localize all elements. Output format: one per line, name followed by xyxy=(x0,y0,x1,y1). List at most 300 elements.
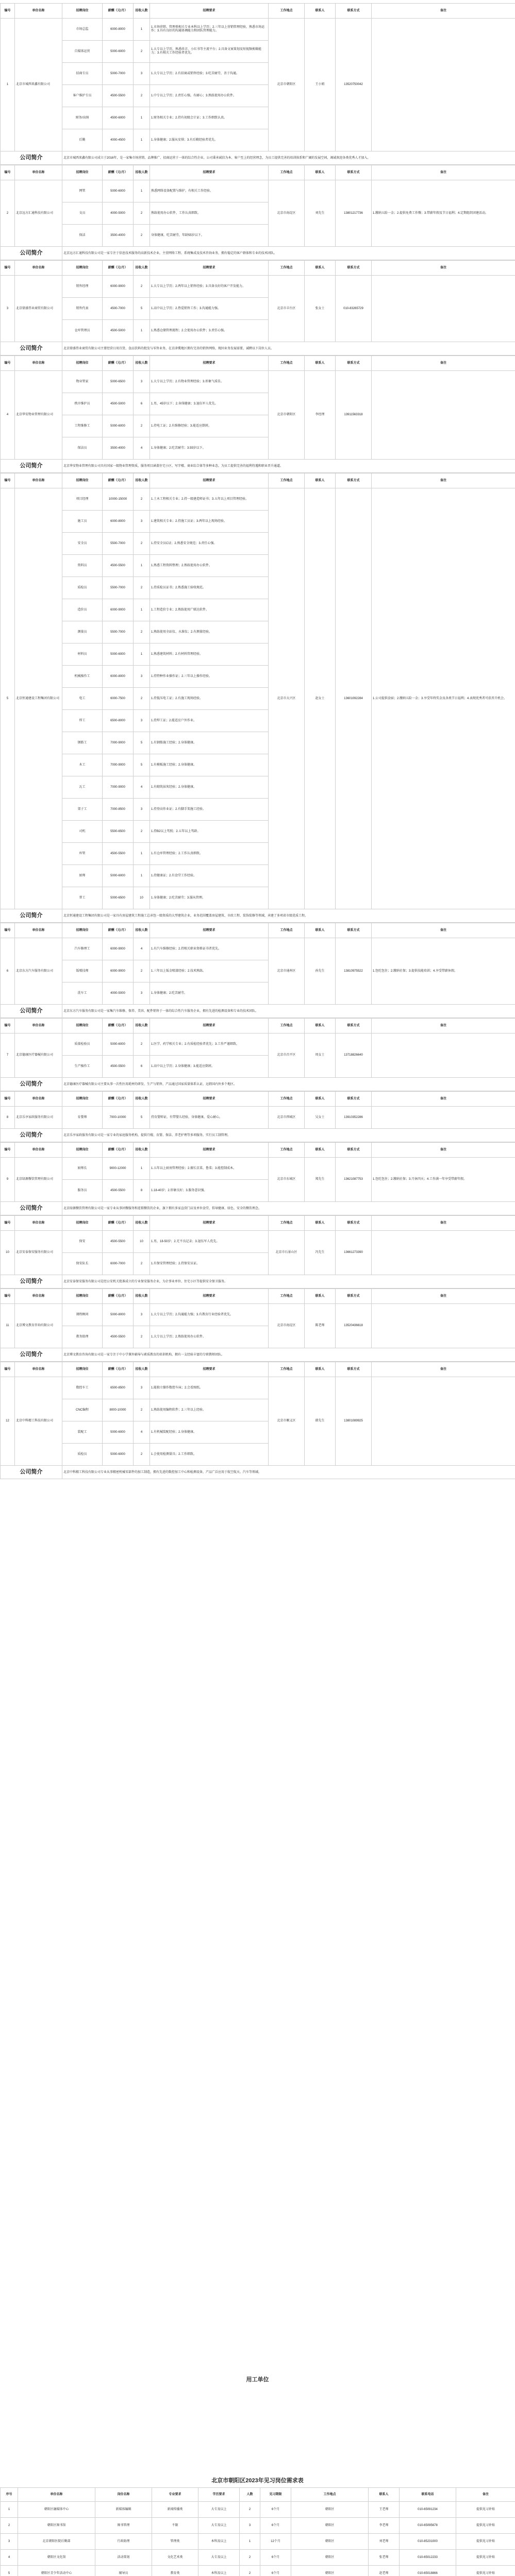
job-salary: 5000-6000 xyxy=(103,865,134,887)
company-table xyxy=(0,355,515,473)
intro-row xyxy=(1,247,515,260)
job-count: 1 xyxy=(134,555,150,577)
job-title: 普工 xyxy=(62,887,103,909)
job-title: 工程维修工 xyxy=(62,415,103,437)
job-salary: 5000-6000 xyxy=(103,180,134,202)
header-place: 工作地点 xyxy=(269,923,305,938)
work-place: 北京市大兴区 xyxy=(269,488,305,909)
job-salary: 6000-8000 xyxy=(103,511,134,533)
company-intro: 北京华安物业管理有限公司具有国家一级物业管理资质，服务项目涵盖住宅小区、写字楼、商业综合体等多种业态，为员工提供完善的福利待遇和职业晋升通道。 xyxy=(62,460,515,473)
header-place: 工作地点 xyxy=(269,1019,305,1033)
header-contact: 联系人 xyxy=(305,4,336,19)
job-requirements: 身体健康，吃苦耐劳，年龄55岁以下。 xyxy=(150,225,269,247)
job-salary: 4000-5000 xyxy=(103,202,134,225)
remark xyxy=(372,1231,515,1275)
company-intro: 北京恒通建设工程集团有限公司是一家具有房屋建筑工程施工总承包一级资质的大型建筑企业，业务范围覆盖房屋建筑、市政工程、装饰装修等领域，承建了多项省市级优质工程。 xyxy=(62,909,515,923)
internship-cell: 提供见习补贴 xyxy=(456,2550,515,2566)
header-place: 工作地点 xyxy=(269,4,305,19)
header-place: 工作地点 xyxy=(269,165,305,180)
job-requirements: 1.五年以上厨房管理经验；2.擅长京菜、鲁菜；3.能控制成本。 xyxy=(150,1158,269,1180)
job-requirements: 1.熟练使用编程软件；2.三年以上经验。 xyxy=(150,1399,269,1421)
job-count: 3 xyxy=(134,1377,150,1399)
contact-person: 张女士 xyxy=(305,276,336,342)
job-title: 库管 xyxy=(62,843,103,865)
intro-label: 公司简介 xyxy=(1,1348,62,1362)
remark xyxy=(372,371,515,460)
header-no: 编号 xyxy=(1,261,15,276)
internship-cell: 2 xyxy=(1,2518,18,2534)
header-count: 招收人数 xyxy=(134,1092,150,1107)
contact-person: 冯先生 xyxy=(305,1231,336,1275)
internship-cell: 朝阳区融媒体中心 xyxy=(18,2502,95,2518)
header-row xyxy=(1,4,515,19)
job-salary: 6000-9000 xyxy=(103,599,134,621)
header-company: 单位名称 xyxy=(15,1092,62,1107)
company-number: 3 xyxy=(1,276,15,342)
job-requirements: 1.男，45岁以下；2.身体健康；3.退伍军人优先。 xyxy=(150,393,269,415)
company-name: 北京远方汇通科技有限公司 xyxy=(15,180,62,247)
contact-phone: 010-83265729 xyxy=(336,276,372,342)
header-count: 招收人数 xyxy=(134,4,150,19)
table-row xyxy=(1,1231,515,1253)
job-salary: 5000-6000 xyxy=(103,1421,134,1444)
header-requirements: 招聘要求 xyxy=(150,1216,269,1231)
job-requirements: 1.持低压电工证；2.有施工现场经验。 xyxy=(150,688,269,710)
internship-cell: 行政助理 xyxy=(95,2534,152,2550)
job-requirements: 1.持健康证；2.有食堂工作经验。 xyxy=(150,865,269,887)
job-salary: 5000-8000 xyxy=(103,1304,134,1326)
header-company: 单位名称 xyxy=(15,1019,62,1033)
header-remark: 备注 xyxy=(372,356,515,371)
header-no: 编号 xyxy=(1,1216,15,1231)
internship-header-cell: 联系电话 xyxy=(400,2488,456,2502)
job-salary: 7000-10000 xyxy=(103,1107,134,1129)
header-company: 单位名称 xyxy=(15,1362,62,1377)
header-no: 编号 xyxy=(1,1143,15,1158)
job-salary: 5500-7000 xyxy=(103,577,134,599)
job-count: 2 xyxy=(134,41,150,63)
job-count: 1 xyxy=(134,180,150,202)
header-no: 编号 xyxy=(1,356,15,371)
header-count: 招收人数 xyxy=(134,923,150,938)
job-title: 生产操作工 xyxy=(62,1056,103,1078)
job-count: 2 xyxy=(134,577,150,599)
internship-cell: 1 xyxy=(1,2502,18,2518)
company-name: 北京市城西来鑫有限公司 xyxy=(15,19,62,151)
job-title: 厨师 xyxy=(62,865,103,887)
header-salary: 薪酬（元/月） xyxy=(103,473,134,488)
internship-cell: 新媒体编辑 xyxy=(95,2502,152,2518)
header-position: 招聘岗位 xyxy=(62,1143,103,1158)
job-count: 1 xyxy=(134,643,150,666)
header-remark: 备注 xyxy=(372,1019,515,1033)
job-title: 材料员 xyxy=(62,643,103,666)
internship-cell: 李老师 xyxy=(369,2518,400,2534)
header-position: 招聘岗位 xyxy=(62,4,103,19)
job-title: 育婴师 xyxy=(62,1107,103,1129)
job-requirements: 1.有仓库管理经验；2.工作认真细致。 xyxy=(150,843,269,865)
table-row xyxy=(1,19,515,41)
work-place: 北京市西城区 xyxy=(269,1107,305,1129)
header-row xyxy=(1,261,515,276)
job-count: 2 xyxy=(134,225,150,247)
job-count: 3 xyxy=(134,710,150,732)
company-number: 4 xyxy=(1,371,15,460)
job-requirements: 1.高中以上学历；2.身体健康；3.能适应倒班。 xyxy=(150,1056,269,1078)
header-contact: 联系人 xyxy=(305,356,336,371)
job-count: 2 xyxy=(134,533,150,555)
table-row xyxy=(1,276,515,298)
company-name: 北京安泰保安服务有限公司 xyxy=(15,1231,62,1275)
company-intro: 北京市城西来鑫有限公司成立于2016年，是一家集市场营销、品牌推广、招商运营于一体的综合性企业。公司秉承诚信为本、客户至上的经营理念，为员工提供完善的培训体系和广阔的发展空间，竭诚欢迎各类优秀人才加入。 xyxy=(62,151,515,165)
job-count: 3 xyxy=(134,371,150,393)
job-title: 测量员 xyxy=(62,621,103,643)
internship-header-cell: 专业要求 xyxy=(152,2488,198,2502)
job-requirements: 1.有保安管理经验；2.持保安员证。 xyxy=(150,1253,269,1275)
company-name: 北京德康医疗器械有限公司 xyxy=(15,1033,62,1078)
job-count: 5 xyxy=(134,732,150,754)
job-salary: 5000-6000 xyxy=(103,415,134,437)
company-number: 2 xyxy=(1,180,15,247)
job-count: 3 xyxy=(134,982,150,1005)
job-requirements: 1.工程造价专业；2.熟练使用广联达软件。 xyxy=(150,599,269,621)
internship-grid xyxy=(0,2487,515,2576)
header-row xyxy=(1,356,515,371)
job-salary: 5500-6500 xyxy=(103,821,134,843)
job-count: 3 xyxy=(134,1304,150,1326)
job-title: 保洁 xyxy=(62,225,103,247)
job-title: 招商专员 xyxy=(62,63,103,85)
header-remark: 备注 xyxy=(372,1362,515,1377)
job-salary: 4500-5500 xyxy=(103,85,134,107)
header-remark: 备注 xyxy=(372,923,515,938)
table-row xyxy=(1,1158,515,1180)
header-contact: 联系人 xyxy=(305,923,336,938)
header-contact: 联系人 xyxy=(305,1143,336,1158)
header-remark: 备注 xyxy=(372,1289,515,1304)
intro-row xyxy=(1,909,515,923)
job-count: 4 xyxy=(134,1421,150,1444)
company-intro: 北京远方汇通科技有限公司是一家专注于信息技术服务的高新技术企业，主营网络工程、系统集成及技术咨询业务，拥有稳定的客户群体和专业的技术团队。 xyxy=(62,247,515,260)
internship-cell: 大专及以上 xyxy=(198,2550,240,2566)
work-place: 北京市东城区 xyxy=(269,1158,305,1202)
header-position: 招聘岗位 xyxy=(62,1019,103,1033)
table-row xyxy=(1,180,515,202)
header-count: 招收人数 xyxy=(134,1019,150,1033)
company-number: 10 xyxy=(1,1231,15,1275)
header-count: 招收人数 xyxy=(134,1289,150,1304)
header-requirements: 招聘要求 xyxy=(150,473,269,488)
contact-person: 陈老师 xyxy=(305,1304,336,1348)
job-requirements: 1.身体健康；2.吃苦耐劳；3.服从管理。 xyxy=(150,887,269,909)
job-salary: 6000-8000 xyxy=(103,666,134,688)
remark xyxy=(372,1377,515,1466)
job-count: 1 xyxy=(134,129,150,151)
job-salary: 7000-9000 xyxy=(103,732,134,754)
internship-header-cell: 工作地点 xyxy=(291,2488,369,2502)
internship-header-cell: 序号 xyxy=(1,2488,18,2502)
job-salary: 6500-8000 xyxy=(103,710,134,732)
header-no: 编号 xyxy=(1,1289,15,1304)
header-position: 招聘岗位 xyxy=(62,1092,103,1107)
job-salary: 5000-6000 xyxy=(103,643,134,666)
work-place: 北京市昌平区 xyxy=(269,1033,305,1078)
header-position: 招聘岗位 xyxy=(62,1216,103,1231)
header-row xyxy=(1,473,515,488)
header-no: 编号 xyxy=(1,1092,15,1107)
job-requirements: 1.有汽车维修经验；2.持相关职业资格证书者优先。 xyxy=(150,938,269,960)
internship-cell: 提供见习补贴 xyxy=(456,2502,515,2518)
header-company: 单位名称 xyxy=(15,473,62,488)
job-requirements: 1.持焊工证；2.能适应户外作业。 xyxy=(150,710,269,732)
job-requirements: 1.高中以上学历；2.热爱销售工作；3.沟通能力强。 xyxy=(150,298,269,320)
job-title: 服务员 xyxy=(62,1180,103,1202)
job-requirements: 1.会使用检测量具；2.工作细致。 xyxy=(150,1444,269,1466)
job-requirements: 1.大专以上学历；2.有招商或销售经验；3.吃苦耐劳，善于沟通。 xyxy=(150,63,269,85)
job-count: 5 xyxy=(134,754,150,776)
job-title: 文员 xyxy=(62,202,103,225)
intro-label: 公司简介 xyxy=(1,1275,62,1289)
job-count: 4 xyxy=(134,437,150,460)
job-title: CNC编程 xyxy=(62,1399,103,1421)
header-no: 编号 xyxy=(1,923,15,938)
header-row xyxy=(1,1362,515,1377)
intro-label: 公司简介 xyxy=(1,1078,62,1091)
job-title: 机械操作工 xyxy=(62,666,103,688)
job-salary: 4500-5500 xyxy=(103,1231,134,1253)
work-place: 北京市朝阳区 xyxy=(269,371,305,460)
internship-cell: 不限 xyxy=(152,2518,198,2534)
job-title: 架子工 xyxy=(62,799,103,821)
job-requirements: 1.大专以上学历；2.有物业管理经验；3.形象气质佳。 xyxy=(150,371,269,393)
header-requirements: 招聘要求 xyxy=(150,1019,269,1033)
job-count: 2 xyxy=(134,202,150,225)
header-salary: 薪酬（元/月） xyxy=(103,1362,134,1377)
intro-row xyxy=(1,460,515,473)
internship-cell: 010-65012233 xyxy=(400,2550,456,2566)
internship-cell: 4 xyxy=(1,2550,18,2566)
company-table xyxy=(0,1289,515,1362)
company-intro: 北京安泰保安服务有限公司是经公安机关批准成立的专业保安服务企业，为企事业单位、住宅小区等提供安全保卫服务。 xyxy=(62,1275,515,1289)
contact-person: 赵女士 xyxy=(305,488,336,909)
header-phone: 联系方式 xyxy=(336,1019,372,1033)
internship-cell: 大专及以上 xyxy=(198,2518,240,2534)
header-no: 编号 xyxy=(1,1019,15,1033)
table-row xyxy=(1,371,515,393)
header-count: 招收人数 xyxy=(134,356,150,371)
job-count: 1 xyxy=(134,19,150,41)
internship-cell: 5 xyxy=(1,2566,18,2576)
job-title: 财务/出纳 xyxy=(62,107,103,129)
header-contact: 联系人 xyxy=(305,1216,336,1231)
header-salary: 薪酬（元/月） xyxy=(103,261,134,276)
job-count: 2 xyxy=(134,1444,150,1466)
contact-person: 孙先生 xyxy=(305,938,336,1005)
company-name: 北京恒通建设工程集团有限公司 xyxy=(15,488,62,909)
job-requirements: 1.男，18-50岁；2.无不良记录；3.退伍军人优先。 xyxy=(150,1231,269,1253)
internship-row xyxy=(1,2534,515,2550)
intro-row xyxy=(1,1275,515,1289)
job-salary: 7000-8500 xyxy=(103,799,134,821)
company-intro: 北京乐享家政服务有限公司是一家专业的家庭服务机构，提供月嫂、育婴、保洁、养老护理等多项服务，实行员工制管理。 xyxy=(62,1129,515,1142)
internship-row xyxy=(1,2566,515,2576)
job-salary: 5000-6000 xyxy=(103,1444,134,1466)
job-count: 1 xyxy=(134,843,150,865)
contact-person: 韩先生 xyxy=(305,1377,336,1466)
job-count: 3 xyxy=(134,799,150,821)
job-salary: 6000-8000 xyxy=(103,19,134,41)
header-contact: 联系人 xyxy=(305,261,336,276)
section-heading: 用工单位 xyxy=(246,2377,269,2383)
intro-label: 公司简介 xyxy=(1,909,62,923)
job-title: 施工员 xyxy=(62,511,103,533)
internship-cell: 2 xyxy=(240,2566,260,2576)
internship-cell: 6个月 xyxy=(260,2518,291,2534)
contact-phone: 13601092284 xyxy=(336,488,372,909)
contact-phone: 13718826640 xyxy=(336,1033,372,1078)
work-place: 北京市丰台区 xyxy=(269,276,305,342)
job-requirements: 1.持电工证；2.有维修经验；3.能适应倒班。 xyxy=(150,415,269,437)
company-intro: 北京德康医疗器械有限公司主要从事一次性医用耗材的研发、生产与销售，产品通过国家质量体系认证，远销国内外多个地区。 xyxy=(62,1078,515,1091)
internship-cell: 王老师 xyxy=(369,2502,400,2518)
contact-person: 王小姐 xyxy=(305,19,336,151)
job-requirements: 1.熟悉建筑材料；2.有材料管理经验。 xyxy=(150,643,269,666)
intro-label: 公司简介 xyxy=(1,247,62,260)
company-number: 1 xyxy=(1,19,15,151)
job-salary: 8000-10000 xyxy=(103,1399,134,1421)
header-position: 招聘岗位 xyxy=(62,923,103,938)
job-count: 2 xyxy=(134,1033,150,1056)
header-row xyxy=(1,165,515,180)
job-requirements: 1.医学、药学相关专业；2.有质检经验者优先；3.工作严谨细致。 xyxy=(150,1033,269,1056)
header-phone: 联系方式 xyxy=(336,356,372,371)
job-count: 1 xyxy=(134,320,150,342)
internship-cell: 1 xyxy=(240,2534,260,2550)
job-count: 2 xyxy=(134,415,150,437)
internship-cell: 北京朝阳医院后勤部 xyxy=(18,2534,95,2550)
remark: 1.缴纳五险一金；2.提供免费工作餐；3.带薪年假及节日福利；4.定期组织团建活动。 xyxy=(372,180,515,247)
header-row xyxy=(1,1216,515,1231)
job-requirements: 1.身体健康；2.吃苦耐劳。 xyxy=(150,982,269,1005)
header-remark: 备注 xyxy=(372,4,515,19)
job-title: 司机 xyxy=(62,821,103,843)
contact-person: 吴女士 xyxy=(305,1107,336,1129)
internship-row xyxy=(1,2502,515,2518)
company-table xyxy=(0,1091,515,1142)
intro-row xyxy=(1,1348,515,1362)
job-title: 数控车工 xyxy=(62,1377,103,1399)
job-title: 质量检验员 xyxy=(62,1033,103,1056)
job-title: 保安队长 xyxy=(62,1253,103,1275)
work-place: 北京市海淀区 xyxy=(269,1304,305,1348)
internship-cell: 12个月 xyxy=(260,2534,291,2550)
intro-row xyxy=(1,1202,515,1215)
header-phone: 联系方式 xyxy=(336,165,372,180)
internship-cell: 6个月 xyxy=(260,2502,291,2518)
header-no: 编号 xyxy=(1,1362,15,1377)
company-table xyxy=(0,1142,515,1215)
job-count: 4 xyxy=(134,776,150,799)
header-place: 工作地点 xyxy=(269,473,305,488)
job-requirements: 熟悉网络设备配置与维护，有相关工作经验。 xyxy=(150,180,269,202)
intro-row xyxy=(1,342,515,355)
job-requirements: 1.市场营销、管理类相关专业本科以上学历；2.三年以上营销管理经验，熟悉市场运作；3.具有良好的沟通协调能力和团队管理能力。 xyxy=(150,19,269,41)
internship-cell: 朝阳区文化馆 xyxy=(18,2550,95,2566)
job-salary: 5000-6500 xyxy=(103,371,134,393)
company-name: 北京乐享家政服务有限公司 xyxy=(15,1107,62,1129)
contact-person: 郑先生 xyxy=(305,1158,336,1202)
header-row xyxy=(1,1019,515,1033)
job-title: 网管 xyxy=(62,180,103,202)
job-title: 木工 xyxy=(62,754,103,776)
intro-label: 公司简介 xyxy=(1,1129,62,1142)
header-row xyxy=(1,1143,515,1158)
internship-cell: 刘老师 xyxy=(369,2534,400,2550)
internship-header-cell: 备注 xyxy=(456,2488,515,2502)
company-intro: 北京绿源餐饮管理有限公司是一家专业从事团餐服务和连锁餐饮的企业，旗下拥有多家直营门店及单位食堂，倡导健康、绿色、安全的餐饮理念。 xyxy=(62,1202,515,1215)
job-count: 2 xyxy=(134,1399,150,1421)
intro-label: 公司简介 xyxy=(1,151,62,165)
contact-phone: 13520750042 xyxy=(336,19,372,151)
company-intro: 北京中科精工科技有限公司专业从事精密机械零部件的加工制造，拥有先进的数控加工中心和检测设备，产品广泛应用于航空航天、汽车等领域。 xyxy=(62,1466,515,1479)
contact-person: 刘先生 xyxy=(305,180,336,247)
job-requirements: 1.持登高作业证；2.有脚手架施工经验。 xyxy=(150,799,269,821)
job-requirements: 1.熟悉工程资料整理；2.熟练使用办公软件。 xyxy=(150,555,269,577)
internship-cell: 朝阳区 xyxy=(291,2518,369,2534)
header-count: 招收人数 xyxy=(134,1362,150,1377)
job-salary: 6000-9000 xyxy=(103,938,134,960)
header-salary: 薪酬（元/月） xyxy=(103,923,134,938)
job-requirements: 1.熟练使用全站仪、水准仪；2.有测量经验。 xyxy=(150,621,269,643)
header-remark: 备注 xyxy=(372,165,515,180)
table-row xyxy=(1,488,515,511)
contact-phone: 13661273390 xyxy=(336,1231,372,1275)
header-phone: 联系方式 xyxy=(336,1362,372,1377)
header-requirements: 招聘要求 xyxy=(150,1289,269,1304)
job-salary: 5000-6500 xyxy=(103,887,134,909)
job-requirements: 1.18-40岁；2.形象良好；3.服务意识强。 xyxy=(150,1180,269,1202)
header-count: 招收人数 xyxy=(134,473,150,488)
contact-phone: 13911563318 xyxy=(336,371,372,460)
job-title: 厨师长 xyxy=(62,1158,103,1180)
header-remark: 备注 xyxy=(372,1092,515,1107)
job-salary: 6000-7500 xyxy=(103,688,134,710)
header-contact: 联系人 xyxy=(305,1019,336,1033)
header-no: 编号 xyxy=(1,473,15,488)
company-table xyxy=(0,1018,515,1091)
job-requirements: 1.持安全员C证；2.熟悉安全规范；3.责任心强。 xyxy=(150,533,269,555)
internship-header-cell: 学历要求 xyxy=(198,2488,240,2502)
header-company: 单位名称 xyxy=(15,356,62,371)
job-count: 3 xyxy=(134,63,150,85)
contact-phone: 13621087753 xyxy=(336,1158,372,1202)
header-company: 单位名称 xyxy=(15,261,62,276)
internship-cell: 朝阳区 xyxy=(291,2534,369,2550)
job-salary: 6000-7000 xyxy=(103,1253,134,1275)
intro-label: 公司简介 xyxy=(1,460,62,473)
header-phone: 联系方式 xyxy=(336,923,372,938)
header-count: 招收人数 xyxy=(134,1143,150,1158)
header-phone: 联系方式 xyxy=(336,473,372,488)
header-requirements: 招聘要求 xyxy=(150,923,269,938)
remark: 1.包吃包住；2.缴纳社保；3.提供技能培训；4.享受带薪休假。 xyxy=(372,938,515,1005)
job-title: 秩序维护员 xyxy=(62,393,103,415)
intro-label: 公司简介 xyxy=(1,1202,62,1215)
header-place: 工作地点 xyxy=(269,261,305,276)
company-number: 7 xyxy=(1,1033,15,1078)
header-requirements: 招聘要求 xyxy=(150,1362,269,1377)
job-count: 1 xyxy=(134,599,150,621)
